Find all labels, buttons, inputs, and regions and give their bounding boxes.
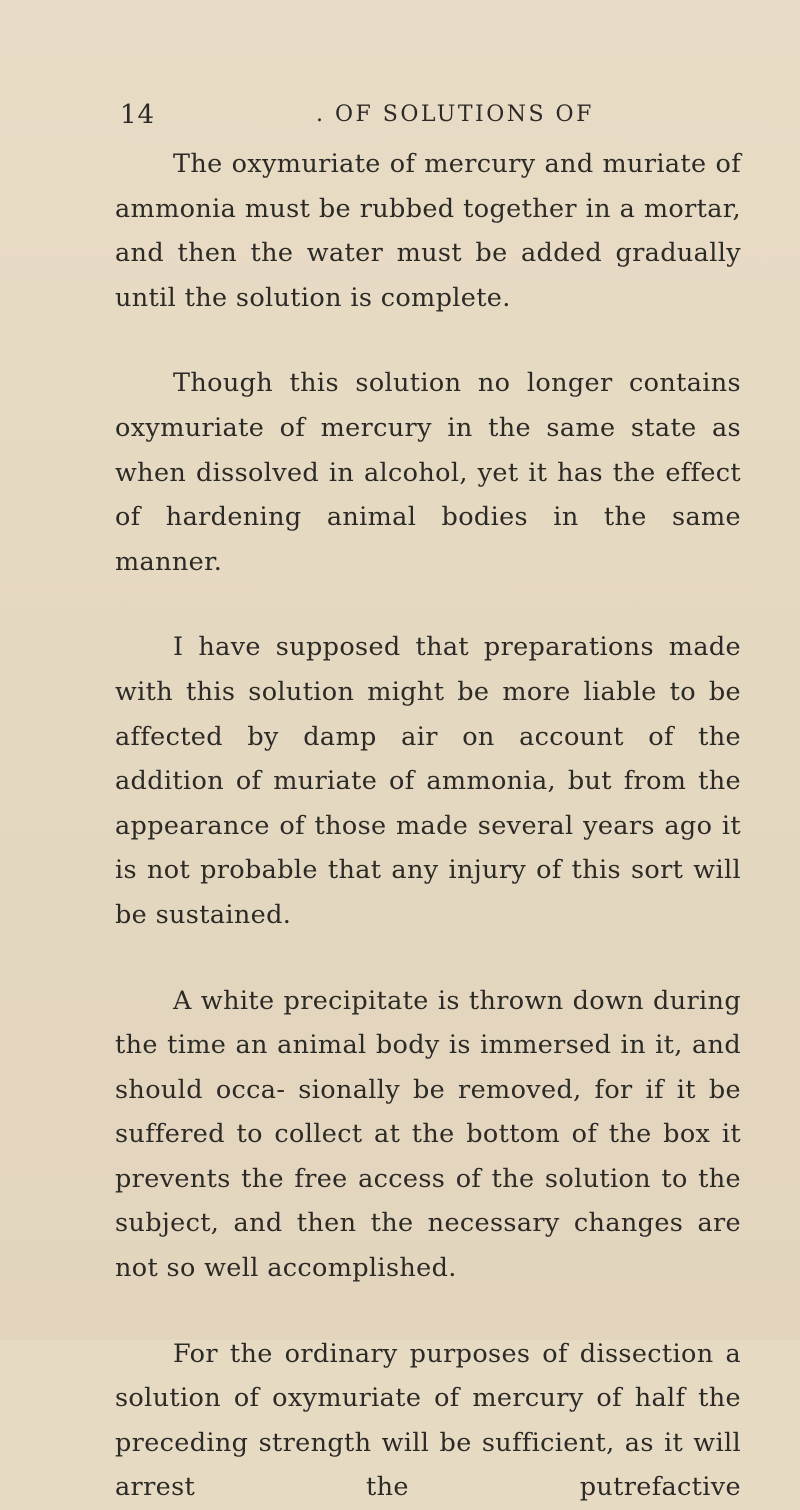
page-number: 14 [120, 100, 156, 130]
paragraph: I have supposed that preparations made with this solution might be more liable to be affected by damp air on account of the addition of muriate of ammonia, but from the appearance of those made several years ago it is not probable that any injury of this sort will be sustained. [115, 632, 741, 930]
body-text [115, 142, 741, 1510]
paragraph: A white precipitate is thrown down during the time an animal body is immersed in it, and should occa- sionally be removed, for if it be suffered to collect at the bottom of the box it prevents the free access of the solution to the subject, and then the necessary changes are not so well accomplished. [115, 985, 741, 1284]
paragraph: For the ordinary purposes of dissection a solution of oxymuriate of mercury of half the preceding strength will be sufficient, as it will arrest the putrefactive [115, 1338, 741, 1503]
running-head [120, 100, 740, 140]
running-title: . OF SOLUTIONS OF [316, 102, 594, 127]
paragraph: Though this solution no longer contains oxymuriate of mercury in the same state as when dissolved in alcohol, yet it has the effect of hardening animal bodies in the same manner. [115, 368, 741, 577]
paragraph: The oxymuriate of mercury and muriate of ammonia must be rubbed together in a mortar, and then the water must be added gradually until the solution is complete. [115, 149, 741, 313]
